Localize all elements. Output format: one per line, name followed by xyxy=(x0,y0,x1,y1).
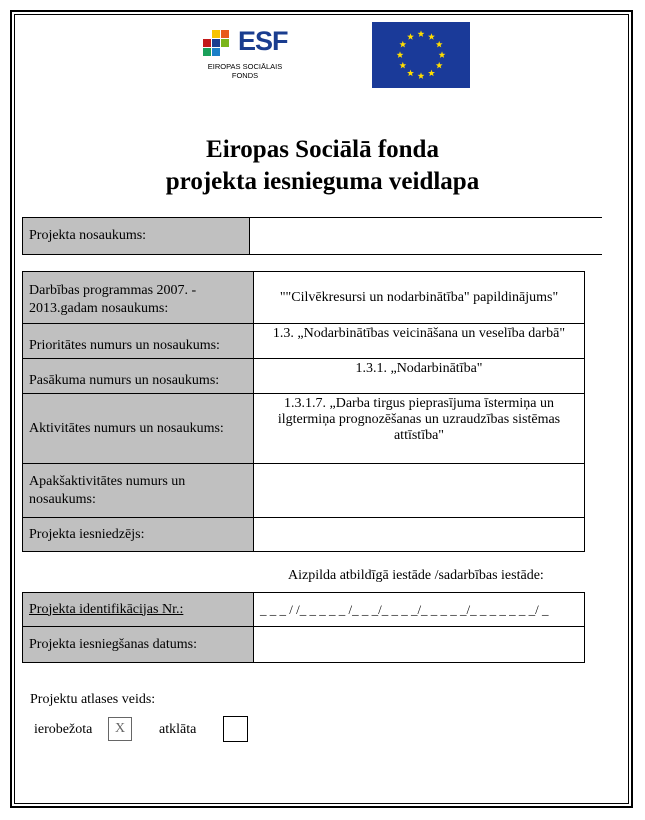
activity-label: Aktivitātes numurs un nosaukums: xyxy=(23,394,254,464)
option-open-label: atklāta xyxy=(159,722,197,737)
activity-value[interactable]: 1.3.1.7. „Darba tirgus pieprasījuma īstermiņa un ilgtermiņa prognozēšanas un uzraudzības sistēmas attīstība" xyxy=(254,394,585,464)
esf-logo-text: ESF xyxy=(238,26,288,56)
subactivity-value[interactable] xyxy=(254,464,585,518)
priority-label: Prioritātes numurs un nosaukums: xyxy=(23,324,254,359)
project-id-field[interactable]: _ _ _ / /_ _ _ _ _ /_ _ _/_ _ _ _/_ _ _ _ _/_ _ _ _ _ _ _/ _ xyxy=(254,593,585,627)
eu-flag-icon xyxy=(372,22,470,88)
applicant-label: Projekta iesniedzējs: xyxy=(23,518,254,552)
measure-label: Pasākuma numurs un nosaukums: xyxy=(23,359,254,394)
project-id-label: Projekta identifikācijas Nr.: xyxy=(29,601,184,617)
programme-label: Darbības programmas 2007. - 2013.gadam nosaukums: xyxy=(23,272,254,324)
project-name-field[interactable] xyxy=(250,218,603,255)
page-title-line2: projekta iesnieguma veidlapa xyxy=(165,168,480,195)
submission-date-field[interactable] xyxy=(254,627,585,663)
project-name-label: Projekta nosaukums: xyxy=(23,218,250,255)
esf-logo-mark-icon xyxy=(202,30,236,56)
esf-logo xyxy=(200,26,290,82)
applicant-value[interactable] xyxy=(254,518,585,552)
authority-note: Aizpilda atbildīgā iestāde /sadarbības iestāde: xyxy=(288,568,544,583)
esf-logo-subtitle: EIROPAS SOCIĀLAIS FONDS xyxy=(207,62,283,80)
submission-date-label: Projekta iesniegšanas datums: xyxy=(23,627,254,663)
project-info-table xyxy=(22,271,585,552)
measure-value[interactable]: 1.3.1. „Nodarbinātība" xyxy=(254,359,585,394)
page-title-line1: Eiropas Sociālā fonda xyxy=(206,136,439,163)
option-open-checkbox[interactable] xyxy=(223,716,248,742)
subactivity-label: Apakšaktivitātes numurs un nosaukums: xyxy=(23,464,254,518)
project-id-label-cell xyxy=(23,593,254,627)
project-id-table xyxy=(22,592,585,663)
option-restricted-checkbox[interactable]: X xyxy=(108,717,132,741)
option-restricted-label: ierobežota xyxy=(34,722,93,737)
selection-type-label: Projektu atlases veids: xyxy=(30,692,156,707)
priority-value[interactable]: 1.3. „Nodarbinātības veicināšana un veselība darbā" xyxy=(254,324,585,359)
project-name-table xyxy=(22,217,602,255)
programme-value[interactable]: ""Cilvēkresursi un nodarbinātība" papildinājums" xyxy=(254,272,585,324)
